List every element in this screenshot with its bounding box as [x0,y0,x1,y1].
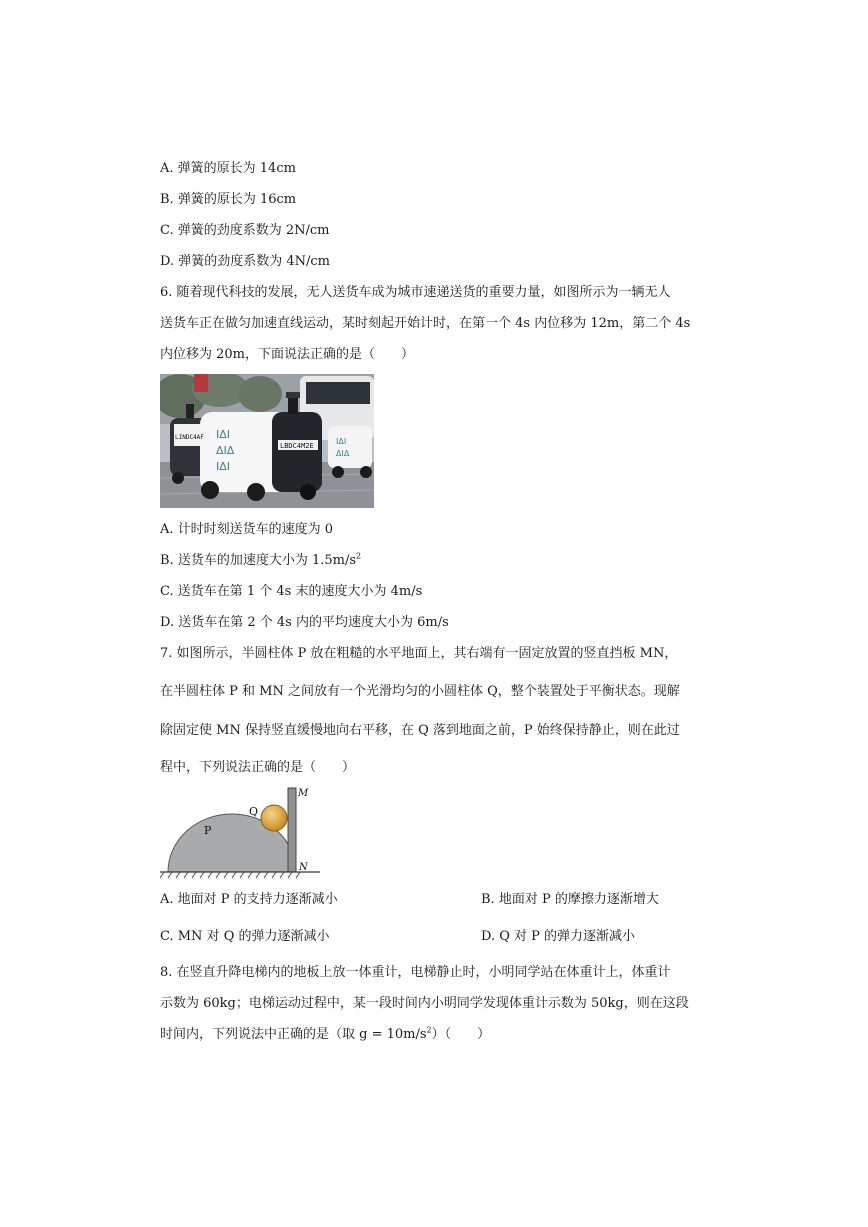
q7-stem-line-4: 程中，下列说法正确的是（ ） [160,760,356,775]
q5-option-b: B. 弹簧的原长为 16cm [160,192,297,207]
q6-option-b-text: B. 送货车的加速度大小为 1.5m/s [160,553,357,568]
q5-option-a: A. 弹簧的原长为 14cm [160,161,296,176]
label-m: M [298,788,309,799]
q6-option-b [160,552,361,570]
q7-option-a: A. 地面对 P 的支持力逐渐减小 [160,892,338,907]
q7-stem-line-3: 除固定使 MN 保持竖直缓慢地向右平移，在 Q 落到地面之前，P 始终保持静止，则在此过 [160,723,680,738]
q6-option-b-sup: 2 [356,551,362,561]
q8-stem-line-3-sup: 2 [426,1025,432,1035]
svg-text:ΔΙΔ: ΔΙΔ [216,444,235,457]
delivery-van-photo [160,374,374,508]
q8-stem-line-2: 示数为 60kg；电梯运动过程中，某一段时间内小明同学发现体重计示数为 50kg，则在这段 [160,996,689,1011]
q6-option-d: D. 送货车在第 2 个 4s 内的平均速度大小为 6m/s [160,615,449,630]
q6-option-c: C. 送货车在第 1 个 4s 末的速度大小为 4m/s [160,584,423,599]
q8-stem-line-3-b: ）（ ） [431,1027,491,1042]
svg-text:ΙΔΙ: ΙΔΙ [216,428,231,441]
q8-stem-line-3-a: 时间内，下列说法中正确的是（取 g = 10m/s [160,1027,427,1042]
q7-stem-line-2: 在半圆柱体 P 和 MN 之间放有一个光滑均匀的小圆柱体 Q，整个装置处于平衡状态。现解 [160,684,680,699]
svg-text:ΙΔΙ: ΙΔΙ [336,437,347,446]
q6-stem-line-2: 送货车正在做匀加速直线运动，某时刻起开始计时，在第一个 4s 内位移为 12m，第二个 4s [160,316,691,331]
q7-diagram [160,784,320,880]
label-p: P [204,824,212,837]
q7-option-b: B. 地面对 P 的摩擦力逐渐增大 [481,892,659,907]
q7-stem-line-1: 7. 如图所示，半圆柱体 P 放在粗糙的水平地面上，其右端有一固定放置的竖直挡板 MN， [160,646,678,661]
q5-option-d: D. 弹簧的劲度系数为 4N/cm [160,254,330,269]
svg-text:ΙΔΙ: ΙΔΙ [216,460,231,473]
q8-stem-line-3 [160,1026,490,1044]
q5-option-c: C. 弹簧的劲度系数为 2N/cm [160,223,330,238]
q8-stem-line-1: 8. 在竖直升降电梯内的地板上放一体重计，电梯静止时，小明同学站在体重计上，体重计 [160,965,671,980]
q6-stem-line-3: 内位移为 20m，下面说法正确的是（ ） [160,347,415,362]
label-n: N [299,862,308,873]
svg-text:LINDC4AF: LINDC4AF [175,434,204,441]
q7-option-c: C. MN 对 Q 的弹力逐渐减小 [160,929,330,944]
q6-stem-line-1: 6. 随着现代科技的发展，无人送货车成为城市速递送货的重要力量，如图所示为一辆无人 [160,285,671,300]
q7-option-d: D. Q 对 P 的弹力逐渐减小 [481,929,636,944]
label-q: Q [249,805,259,818]
svg-text:ΔΙΔ: ΔΙΔ [336,449,350,458]
q6-option-a: A. 计时时刻送货车的速度为 0 [160,522,334,537]
svg-text:LBDC4M2E: LBDC4M2E [280,442,314,450]
